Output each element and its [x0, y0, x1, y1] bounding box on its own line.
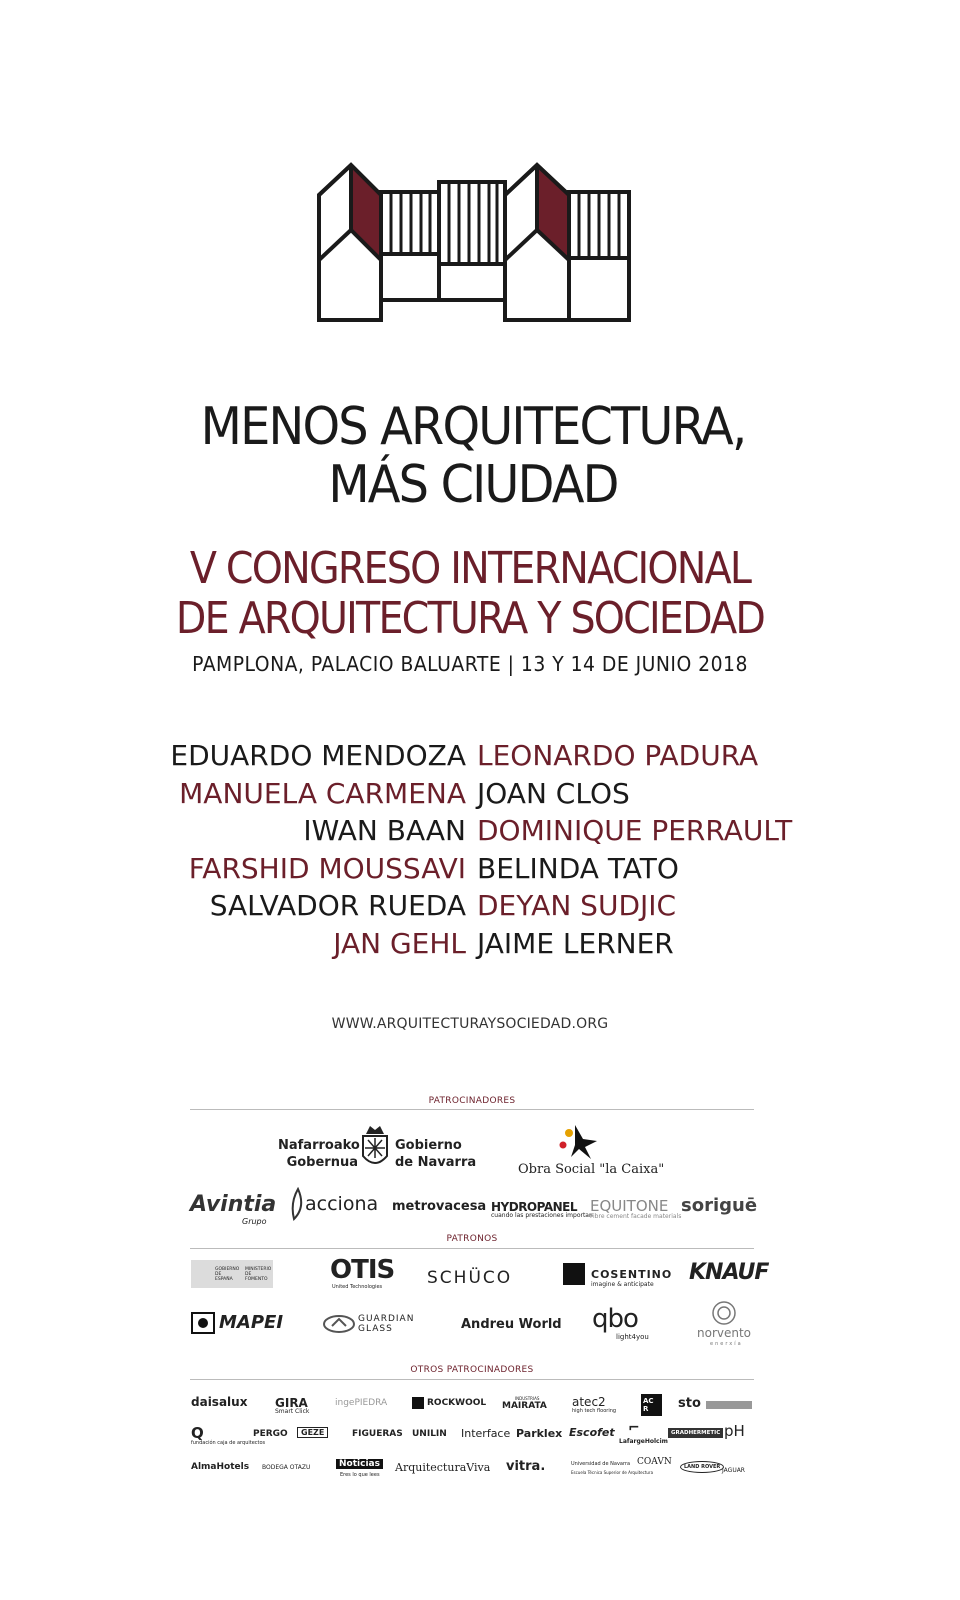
sponsor-ph: pH — [724, 1422, 745, 1440]
sponsor-atec2: atec2 — [572, 1395, 606, 1409]
rockwool-square-icon — [412, 1397, 424, 1409]
sponsor-pergo: PERGO — [253, 1429, 288, 1439]
sponsor-mairata: MAIRATA — [502, 1401, 547, 1411]
website-link[interactable]: WWW.ARQUITECTURAYSOCIEDAD.ORG — [331, 1016, 609, 1032]
sponsor-unav-sub: Escuela Técnica Superior de Arquitectura — [571, 1470, 654, 1475]
sponsor-avintia-sub: Grupo — [242, 1217, 267, 1226]
speaker-name: JAN GEHL — [333, 926, 466, 960]
sponsor-qbo-sub: light4you — [616, 1333, 649, 1341]
sponsor-acr: AC R — [643, 1397, 654, 1413]
ministerio-fomento-logo — [191, 1260, 273, 1288]
sponsor-avintia: Avintia — [190, 1192, 277, 1217]
sponsor-gradhermetic: GRADHERMETIC — [668, 1428, 723, 1438]
section-divider — [190, 1248, 754, 1249]
sponsor-gira-sub: Smart Click — [275, 1408, 310, 1415]
sponsor-atec2-sub: high tech flooring — [572, 1408, 617, 1414]
sponsor-gira: GIRA — [275, 1396, 308, 1410]
sponsor-unilin: UNILIN — [412, 1429, 447, 1439]
sponsor-sorigue: soriguē — [681, 1195, 758, 1216]
sponsor-caixa: Obra Social "la Caixa" — [518, 1162, 665, 1177]
sponsor-vitra: vitra. — [506, 1459, 546, 1474]
speaker-row — [0, 926, 960, 964]
norvento-spiral-icon — [711, 1300, 737, 1326]
sponsor-andreu-world: Andreu World — [461, 1317, 562, 1332]
sponsor-schuco: SCHÜCO — [427, 1268, 513, 1288]
sponsor-arquitecturaviva: ArquitecturaViva — [395, 1461, 491, 1474]
section-label-otros: OTROS PATROCINADORES — [410, 1365, 534, 1375]
caixa-star-icon — [553, 1121, 601, 1161]
speaker-name: DEYAN SUDJIC — [477, 889, 677, 922]
sponsor-norvento: norvento — [697, 1326, 752, 1340]
sponsor-text: de Navarra — [395, 1155, 477, 1170]
speaker-name: LEONARDO PADURA — [477, 739, 759, 772]
sponsor-noticias-sub: Eres lo que lees — [340, 1472, 380, 1478]
speaker-name: MANUELA CARMENA — [179, 776, 466, 810]
sponsor-rockwool: ROCKWOOL — [427, 1398, 487, 1408]
sponsor-equitone: EQUITONE — [590, 1197, 669, 1215]
sponsor-metrovacesa: metrovacesa — [392, 1199, 487, 1214]
congress-logo-icon — [317, 150, 633, 325]
sponsor-cosentino-sub: imagine & anticipate — [591, 1281, 654, 1288]
sponsor-q: Q — [191, 1424, 204, 1442]
speaker-row — [0, 851, 960, 889]
sponsor-mairata-pre: INDUSTRIAS — [515, 1396, 540, 1401]
mapei-mark-icon — [191, 1312, 215, 1334]
sponsor-coavn: COAVN — [637, 1457, 672, 1467]
speaker-row — [0, 776, 960, 814]
speakers-list — [0, 738, 960, 963]
sponsor-otis-sub: United Technologies — [332, 1284, 383, 1290]
sponsor-geze: GEZE — [297, 1427, 328, 1438]
speaker-name: JAIME LERNER — [477, 926, 674, 960]
guardian-mark-icon — [322, 1314, 356, 1334]
sto-bar-icon — [706, 1401, 752, 1409]
sponsor-bodega: BODEGA OTAZU — [262, 1464, 311, 1471]
sponsor-text: Nafarroako — [278, 1138, 360, 1153]
sponsor-text: Gobernua — [286, 1155, 358, 1170]
acr-logo — [641, 1394, 662, 1416]
section-divider — [190, 1379, 754, 1380]
section-divider — [190, 1109, 754, 1110]
sponsor-knauf: KNAUF — [689, 1260, 769, 1285]
lafarge-mark-icon: ⌐ — [628, 1420, 640, 1436]
sponsor-norvento-sub: enerxía — [710, 1341, 743, 1347]
speaker-name: DOMINIQUE PERRAULT — [477, 814, 793, 847]
section-label-patronos: PATRONOS — [446, 1234, 498, 1244]
sponsor-acciona: acciona — [305, 1193, 379, 1215]
sponsor-noticias: Noticias — [336, 1459, 383, 1469]
sponsor-figueras: FIGUERAS — [352, 1429, 403, 1439]
sponsor-otis: OTIS — [330, 1255, 395, 1285]
speaker-name: IWAN BAAN — [303, 814, 466, 847]
main-title-line2: MÁS CIUDAD — [328, 455, 618, 515]
navarra-shield-icon — [360, 1124, 390, 1172]
speaker-name: JOAN CLOS — [477, 776, 630, 810]
sponsor-cosentino: COSENTINO — [591, 1268, 673, 1281]
speaker-name: BELINDA TATO — [477, 851, 679, 885]
sponsor-almahotels: AlmaHotels — [191, 1462, 250, 1472]
sponsor-hydropanel-sub: cuando las prestaciones importan — [491, 1212, 593, 1219]
sponsor-landrover: LAND ROVER — [680, 1461, 724, 1473]
sponsor-escofet: Escofet — [569, 1426, 615, 1439]
sponsor-equitone-sub: Fibre cement facade materials — [590, 1213, 682, 1220]
sponsor-lafarge: LafargeHolcim — [619, 1438, 668, 1445]
speaker-name: FARSHID MOUSSAVI — [188, 851, 466, 885]
sponsor-guardian: GUARDIAN — [358, 1314, 415, 1324]
sponsor-qbo: qbo — [592, 1304, 638, 1334]
venue-date: PAMPLONA, PALACIO BALUARTE | 13 Y 14 DE JUNIO 2018 — [192, 652, 748, 676]
sponsor-text: GOBIERNO DE ESPAÑA — [215, 1267, 240, 1282]
main-title-line1: MENOS ARQUITECTURA, — [200, 397, 746, 457]
sponsor-guardian-2: GLASS — [358, 1324, 393, 1334]
sponsor-parklex: Parklex — [516, 1427, 563, 1440]
sponsor-text: Gobierno — [395, 1138, 462, 1153]
sponsor-ingepiedra: ingePIEDRA — [335, 1398, 388, 1408]
sponsor-mapei: MAPEI — [219, 1312, 284, 1333]
section-label-patrocinadores: PATROCINADORES — [428, 1096, 516, 1106]
speaker-row — [0, 738, 960, 776]
speaker-row — [0, 813, 960, 851]
sponsor-sto: sto — [678, 1396, 701, 1411]
sponsor-unav: Universidad de Navarra — [571, 1461, 631, 1467]
speaker-name: EDUARDO MENDOZA — [170, 739, 466, 772]
sponsor-jaguar: JAGUAR — [722, 1467, 745, 1474]
sponsor-interface: Interface — [461, 1427, 511, 1440]
sponsor-hydropanel: HYDROPANEL — [491, 1200, 578, 1214]
speaker-name: SALVADOR RUEDA — [209, 889, 466, 922]
subtitle-line1: V CONGRESO INTERNACIONAL — [189, 543, 751, 594]
sponsor-daisalux: daisalux — [191, 1395, 248, 1409]
sponsor-q-sub: fundación caja de arquitectos — [191, 1440, 266, 1446]
speaker-row — [0, 888, 960, 926]
sponsor-text: MINISTERIO DE FOMENTO — [245, 1267, 272, 1282]
subtitle-line2: DE ARQUITECTURA Y SOCIEDAD — [175, 593, 765, 644]
cosentino-square-icon — [563, 1263, 585, 1285]
